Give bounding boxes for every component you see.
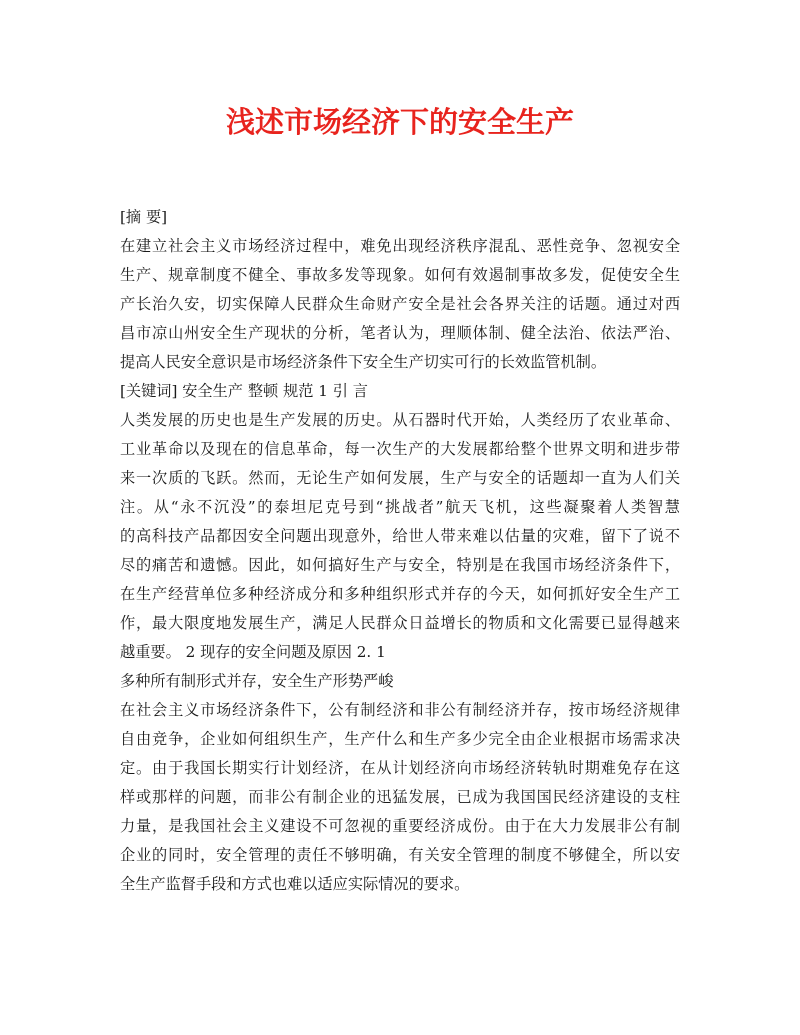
- paragraph-line: 来一次质的飞跃。然而，无论生产如何发展，生产与安全的话题却一直为人们关: [120, 469, 680, 487]
- paragraph-line: 作，最大限度地发展生产，满足人民群众日益增长的物质和文化需要已显得越来: [120, 614, 680, 632]
- keywords-line: [关键词] 安全生产 整顿 规范 1 引 言: [120, 382, 368, 400]
- paragraph-line: 在生产经营单位多种经济成分和多种组织形式并存的今天，如何抓好安全生产工: [120, 585, 680, 603]
- document-title: 浅述市场经济下的安全生产: [225, 105, 574, 139]
- paragraph-line: 提高人民安全意识是市场经济条件下安全生产切实可行的长效监管机制。: [120, 353, 606, 371]
- paragraph-line: 注。从“永不沉没”的泰坦尼克号到“挑战者”航天飞机，这些凝聚着人类智慧: [120, 498, 680, 516]
- paragraph-line: 的高科技产品都因安全问题出现意外，给世人带来难以估量的灾难，留下了说不: [120, 527, 680, 545]
- paragraph-line: 在建立社会主义市场经济过程中，难免出现经济秩序混乱、恶性竞争、忽视安全: [120, 237, 680, 255]
- paragraph-line: 在社会主义市场经济条件下，公有制经济和非公有制经济并存，按市场经济规律: [120, 701, 680, 719]
- paragraph-line: 产长治久安，切实保障人民群众生命财产安全是社会各界关注的话题。通过对西: [120, 295, 680, 313]
- paragraph-line: 定。由于我国长期实行计划经济，在从计划经济向市场经济转轨时期难免存在这: [120, 759, 680, 777]
- paragraph-line: 力量，是我国社会主义建设不可忽视的重要经济成份。由于在大力发展非公有制: [120, 817, 680, 835]
- paragraph-line: 人类发展的历史也是生产发展的历史。从石器时代开始，人类经历了农业革命、: [120, 411, 680, 429]
- paragraph-line: 生产、规章制度不健全、事故多发等现象。如何有效遏制事故多发，促使安全生: [120, 266, 680, 284]
- paragraph-line: 企业的同时，安全管理的责任不够明确，有关安全管理的制度不够健全，所以安: [120, 846, 680, 864]
- paragraph-line: 样或那样的问题，而非公有制企业的迅猛发展，已成为我国国民经济建设的支柱: [120, 788, 680, 806]
- abstract-heading: [摘 要]: [120, 208, 168, 226]
- paragraph-line: 昌市凉山州安全生产现状的分析，笔者认为，理顺体制、健全法治、依法严治、: [120, 324, 680, 342]
- document-body: [120, 203, 680, 899]
- paragraph-line: 全生产监督手段和方式也难以适应实际情况的要求。: [120, 875, 470, 893]
- section-heading-line: 越重要。 2 现存的安全问题及原因 2. 1: [120, 643, 386, 661]
- paragraph-line: 尽的痛苦和遗憾。因此，如何搞好生产与安全，特别是在我国市场经济条件下，: [120, 556, 680, 574]
- paragraph-line: 自由竞争，企业如何组织生产，生产什么和生产多少完全由企业根据市场需求决: [120, 730, 680, 748]
- subsection-heading: 多种所有制形式并存，安全生产形势严峻: [120, 672, 394, 690]
- paragraph-line: 工业革命以及现在的信息革命，每一次生产的大发展都给整个世界文明和进步带: [120, 440, 680, 458]
